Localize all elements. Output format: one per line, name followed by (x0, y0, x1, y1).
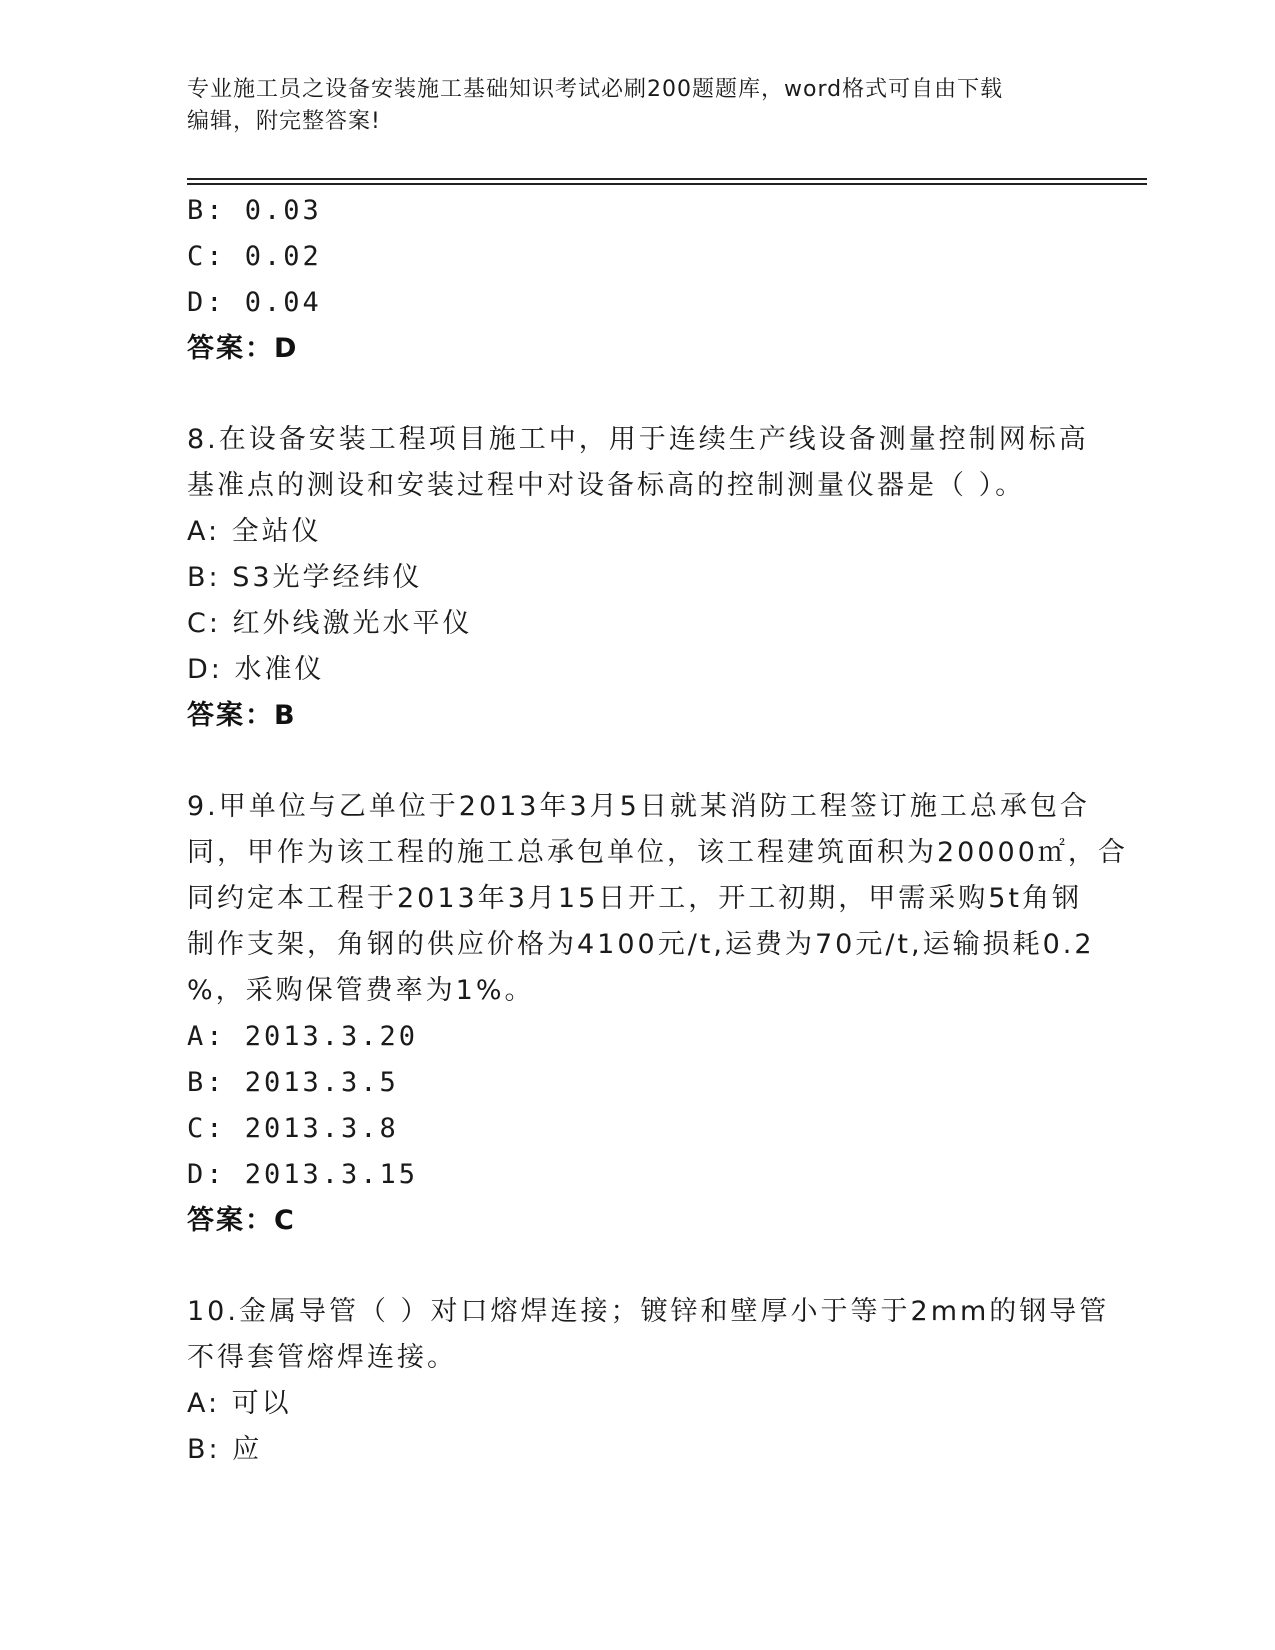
option-d: D: 0.04 (187, 287, 322, 318)
option-c: C: 0.02 (187, 241, 322, 272)
question-10 (187, 1289, 1110, 1473)
question-text-line: 基准点的测设和安装过程中对设备标高的控制测量仪器是（ ）。 (187, 470, 1026, 501)
option-d: D: 2013.3.15 (187, 1159, 419, 1190)
question-list (187, 188, 1128, 1473)
option-a: A: 可以 (187, 1388, 292, 1419)
question-text-line: 不得套管熔焊连接。 (187, 1342, 457, 1373)
question-text-line: 8.在设备安装工程项目施工中，用于连续生产线设备测量控制网标高 (187, 424, 1089, 455)
option-b: B: 0.03 (187, 195, 322, 226)
option-b: B: 2013.3.5 (187, 1067, 399, 1098)
option-c: C: 2013.3.8 (187, 1113, 399, 1144)
header-line-2: 编辑，附完整答案! (187, 109, 381, 134)
document-header (187, 74, 1067, 138)
question-7-tail (187, 188, 1087, 372)
option-c: C: 红外线激光水平仪 (187, 608, 473, 639)
option-b: B: S3光学经纬仪 (187, 562, 423, 593)
question-8 (187, 417, 1087, 739)
answer-line: 答案：D (187, 333, 299, 364)
header-rule-top (187, 178, 1147, 180)
spacer (187, 1244, 1087, 1289)
option-a: A: 全站仪 (187, 516, 322, 547)
option-a: A: 2013.3.20 (187, 1021, 419, 1052)
header-line-1: 专业施工员之设备安装施工基础知识考试必刷200题题库，word格式可自由下载 (187, 77, 1004, 102)
option-d: D: 水准仪 (187, 654, 325, 685)
spacer (187, 372, 1087, 417)
question-text-line: %，采购保管费率为1%。 (187, 975, 535, 1006)
question-9 (187, 784, 1128, 1244)
answer-line: 答案：C (187, 1205, 296, 1236)
question-text-line: 9.甲单位与乙单位于2013年3月5日就某消防工程签订施工总承包合 (187, 791, 1090, 822)
spacer (187, 739, 1087, 784)
option-b: B: 应 (187, 1434, 263, 1465)
question-text-line: 同约定本工程于2013年3月15日开工，开工初期，甲需采购5t角钢 (187, 883, 1083, 914)
answer-line: 答案：B (187, 700, 297, 731)
question-text-line: 同，甲作为该工程的施工总承包单位，该工程建筑面积为20000㎡，合 (187, 837, 1128, 868)
question-text-line: 10.金属导管（ ）对口熔焊连接；镀锌和壁厚小于等于2mm的钢导管 (187, 1296, 1110, 1327)
question-text-line: 制作支架，角钢的供应价格为4100元/t,运费为70元/t,运输损耗0.2 (187, 929, 1095, 960)
header-rule-bottom (187, 183, 1147, 185)
